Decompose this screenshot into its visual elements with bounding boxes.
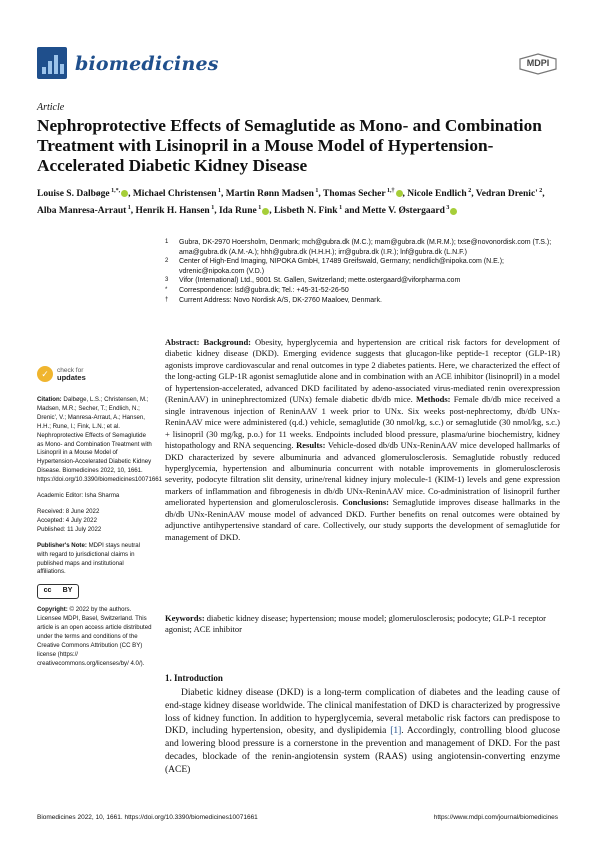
author-name[interactable]: Vedran Drenic' bbox=[475, 189, 538, 200]
introduction-paragraph bbox=[165, 687, 560, 777]
affiliation-text: Center of High-End Imaging, NIPOKA GmbH, 17489 Greifswald, Germany; nendlich@nipoka.com (N.E.); vdrenic@nipoka.com (V.D.) bbox=[179, 258, 504, 275]
affiliation-text: Correspondence: lsd@gubra.dk; Tel.: +45-31-52-26-50 bbox=[179, 286, 349, 294]
abstract-results-label: Results: bbox=[296, 440, 326, 451]
keywords-label: Keywords: bbox=[165, 613, 205, 623]
author-name[interactable]: Ida Rune bbox=[218, 206, 257, 217]
keywords-text: diabetic kidney disease; hypertension; mouse model; glomerulosclerosis; podocyte; GLP-1 receptor agonist; ACE inhibitor bbox=[165, 613, 547, 635]
accepted-date: Accepted: 4 July 2022 bbox=[37, 516, 97, 524]
author-name[interactable]: Nicole Endlich bbox=[407, 189, 467, 200]
citation-text: Dalbøge, L.S.; Christensen, M.; Madsen, M.R.; Secher, T.; Endlich, N.; Drenic', V.; Manresa-Arraut, A.; Hansen, H.H.; Rune, I.; Fink, L.N.; et al. Nephroprotective Effects of Semaglutide as Mono- and Combination Treatment with Lisinopril in a Mouse Model of Hypertension-Accelerated Diabetic Kidney Disease. Biomedicines 2022, 10, 1661. https://doi.org/10.3390/biomedicines10071661 bbox=[37, 396, 163, 484]
footer-citation[interactable]: Biomedicines 2022, 10, 1661. https://doi.org/10.3390/biomedicines10071661 bbox=[37, 814, 258, 821]
affiliation-item bbox=[165, 276, 560, 286]
author-name[interactable]: Lisbeth N. Fink bbox=[273, 206, 338, 217]
check-updates-line2: updates bbox=[57, 372, 86, 382]
abstract-methods: Female db/db mice received a single intravenous injection of ReninAAV 1 week prior to UNx. Six weeks post-nephrectomy, db/db UNx-ReninAAV mice were administered (q.d.) vehicle, semaglutide (30 nmol/kg, s.c.) or semaglutide (30 nmol/kg, s.c.) + lisinopril (30 mg/kg, p.o.) for 11 weeks. Endpoints included blood pressure, plasma/urine biochemistry, kidney histopathology and RNA sequencing. bbox=[165, 394, 560, 451]
journal-logo-icon bbox=[37, 47, 67, 79]
author-name[interactable]: Henrik H. Hansen bbox=[135, 206, 210, 217]
check-updates-line1: check for bbox=[57, 366, 84, 374]
orcid-icon[interactable] bbox=[396, 190, 403, 197]
affiliation-item bbox=[165, 238, 560, 257]
author-name[interactable]: Michael Christensen bbox=[132, 189, 217, 200]
abstract-conclusions-label: Conclusions: bbox=[342, 497, 389, 508]
copyright-label: Copyright: bbox=[37, 606, 68, 614]
author-affiliation-mark: 1 bbox=[209, 205, 215, 212]
affiliation-mark: 2 bbox=[165, 258, 169, 265]
intro-text-b: . Accordingly, controlling blood glucose and lowering blood pressure is a cornerstone in the prevention and management of DKD. For the past decades, blockade of the renin-angiotensin system (RAAS) using angiotensin-converting enzyme (ACE) bbox=[165, 726, 560, 775]
author-name[interactable]: and Mette V. Østergaard bbox=[344, 206, 445, 217]
affiliation-text: Gubra, DK-2970 Hoersholm, Denmark; mch@gubra.dk (M.C.); mam@gubra.dk (M.R.M.); txse@novonordisk.com (T.S.); ama@gubra.dk (A.M.-A.); hhh@gubra.dk (H.H.H.); irr@gubra.dk (I.R.); lnf@gubra.dk (L.N.F.) bbox=[179, 239, 552, 256]
affiliation-text: Current Address: Novo Nordisk A/S, DK-2760 Maaloev, Denmark. bbox=[179, 296, 382, 304]
affiliation-text: Vifor (International) Ltd., 9001 St. Gallen, Switzerland; mette.ostergaard@viforpharma.com bbox=[179, 277, 461, 285]
abstract-conclusions: Semaglutide improves disease hallmarks in the db/db UNx-ReninAAV mouse model of advanced DKD. Further benefits on renal outcomes were obtained by adjunctive antihypertensive standard of care. Collectively, our study supports the development of semaglutide for management of DKD. bbox=[165, 497, 560, 542]
publisher-note bbox=[37, 542, 152, 578]
author-name[interactable]: Martin Rønn Madsen bbox=[225, 189, 314, 200]
author-affiliation-mark: 1 bbox=[126, 205, 131, 212]
check-updates-icon: ✓ bbox=[37, 366, 53, 382]
check-for-updates-button[interactable] bbox=[37, 366, 152, 382]
affiliation-mark: † bbox=[165, 296, 169, 303]
article-type: Article bbox=[37, 102, 65, 113]
author-name[interactable]: Louise S. Dalbøge bbox=[37, 189, 110, 200]
author-affiliation-mark: 2 bbox=[537, 188, 543, 194]
publisher-note-text: MDPI stays neutral with regard to jurisdictional claims in published maps and institutional affiliations. bbox=[37, 541, 141, 576]
cc-by-license-badge[interactable] bbox=[37, 584, 79, 599]
abstract-background-label: Background: bbox=[203, 337, 252, 347]
abstract-results: Vehicle-dosed db/db UNx-ReninAAV mice developed hallmarks of DKD characterized by severe albuminuria and advanced glomerulosclerosis. Semaglutide robustly reduced hyperglycemia, hypertension and albuminuria concurrent with notable improvements in glomerulosclerosis severity, podocyte filtration slit density, urine/renal kidney injury molecule-1 (KIM-1) levels and gene expression markers of inflammation and fibrogenesis in db/db UNx-ReninAAV mice. Co-administration of lisinopril further ameliorated hypertension and glomerulosclerosis. bbox=[165, 440, 560, 508]
copyright-text: © 2022 by the authors. Licensee MDPI, Basel, Switzerland. This article is an open access article distributed under the terms and conditions of the Creative Commons Attribution (CC BY) license (https:// creativecommons.org/licenses/by/ 4.0/). bbox=[37, 606, 152, 667]
author-affiliation-mark: 1 bbox=[313, 188, 319, 194]
journal-name: biomedicines bbox=[75, 53, 219, 75]
author-affiliation-mark: 1,*, bbox=[109, 188, 121, 194]
article-sidebar bbox=[37, 366, 163, 676]
journal-header bbox=[37, 47, 558, 87]
abstract-background: Obesity, hyperglycemia and hypertension are critical risk factors for development of diabetic kidney disease (DKD). Emerging evidence suggests that glucagon-like peptide-1 receptor (GLP-1R) agonists improve cardiovascular and renal outcomes in type 2 diabetes patients. Here, we characterized the effect of the long-acting GLP-1R agonist semaglutide alone and in combination with an ACE inhibitor (lisinopril) in a model of hypertension-accelerated, advanced DKD facilitated by adeno-associated virus-mediated renin overexpression (ReninAAV) in uninephrectomized (UNx) female diabetic db/db mice. bbox=[165, 337, 561, 405]
publisher-note-label: Publisher's Note: bbox=[37, 541, 87, 549]
cc-icon: cc bbox=[43, 587, 52, 595]
copyright-block bbox=[37, 606, 152, 668]
keywords bbox=[165, 613, 560, 636]
footer-journal-url[interactable]: https://www.mdpi.com/journal/biomedicines bbox=[433, 814, 558, 821]
author-affiliation-mark: 1 bbox=[337, 205, 343, 212]
abstract-methods-label: Methods: bbox=[415, 394, 451, 405]
by-icon: BY bbox=[62, 587, 73, 595]
orcid-icon[interactable] bbox=[121, 190, 128, 197]
author-affiliation-mark: 3 bbox=[444, 205, 450, 212]
affiliation-item bbox=[165, 257, 560, 276]
publisher-name: MDPI bbox=[526, 58, 550, 68]
section-heading-introduction: 1. Introduction bbox=[165, 673, 223, 683]
academic-editor: Academic Editor: Isha Sharma bbox=[37, 492, 120, 500]
received-date: Received: 8 June 2022 bbox=[37, 507, 100, 515]
orcid-icon[interactable] bbox=[450, 208, 457, 215]
author-list: Louise S. Dalbøge $^{1,*,}$ , Michael Christensen $^1$, Martin Rønn Madsen $^1$, Thomas Secher $^{1,\dagger}$ , Nicole Endlich $^2$, Vedran Drenic' $^2$, Alba Manresa-Arraut $^1$, Henrik H. Hansen $^1$, Ida Rune $^1$ , Lisbeth N. Fink $^1$ and Mette V. Østergaard $^3$ bbox=[37, 188, 545, 217]
citation-block bbox=[37, 396, 163, 485]
affiliation-item bbox=[165, 286, 560, 296]
reference-link[interactable]: [1] bbox=[390, 726, 402, 737]
page-footer bbox=[37, 814, 558, 821]
intro-text-a: Diabetic kidney disease (DKD) is a long-term complication of diabetes and the leading cause of end-stage kidney disease worldwide. The clinical manifestation of DKD is characterized by progressive loss of kidney function. In addition to hyperglycemia, several metabolic risk factors can predispose to DKD, including hypertension, obesity, and dyslipidemia bbox=[165, 688, 560, 737]
abstract bbox=[165, 337, 560, 543]
published-date: Published: 11 July 2022 bbox=[37, 525, 102, 533]
affiliations bbox=[165, 238, 560, 305]
mdpi-logo[interactable] bbox=[518, 53, 558, 75]
affiliation-mark: 3 bbox=[165, 277, 169, 284]
author-name[interactable]: Thomas Secher bbox=[323, 189, 386, 200]
affiliation-mark: 1 bbox=[165, 239, 169, 245]
author-affiliation-mark: 1 bbox=[216, 188, 221, 194]
author-affiliation-mark: 1,† bbox=[385, 188, 395, 194]
article-title: Nephroprotective Effects of Semaglutide as Mono- and Combination Treatment with Lisinopril in a Mouse Model of Hypertension-Accelerated Diabetic Kidney Disease bbox=[37, 116, 542, 175]
affiliation-item bbox=[165, 296, 560, 306]
author-affiliation-mark: 1 bbox=[256, 205, 262, 212]
author-name[interactable]: Alba Manresa-Arraut bbox=[37, 206, 127, 217]
author-affiliation-mark: 2 bbox=[466, 188, 472, 194]
affiliation-mark: * bbox=[165, 286, 168, 293]
citation-label: Citation: bbox=[37, 396, 62, 403]
abstract-label: Abstract: bbox=[165, 337, 200, 347]
orcid-icon[interactable] bbox=[262, 208, 269, 215]
